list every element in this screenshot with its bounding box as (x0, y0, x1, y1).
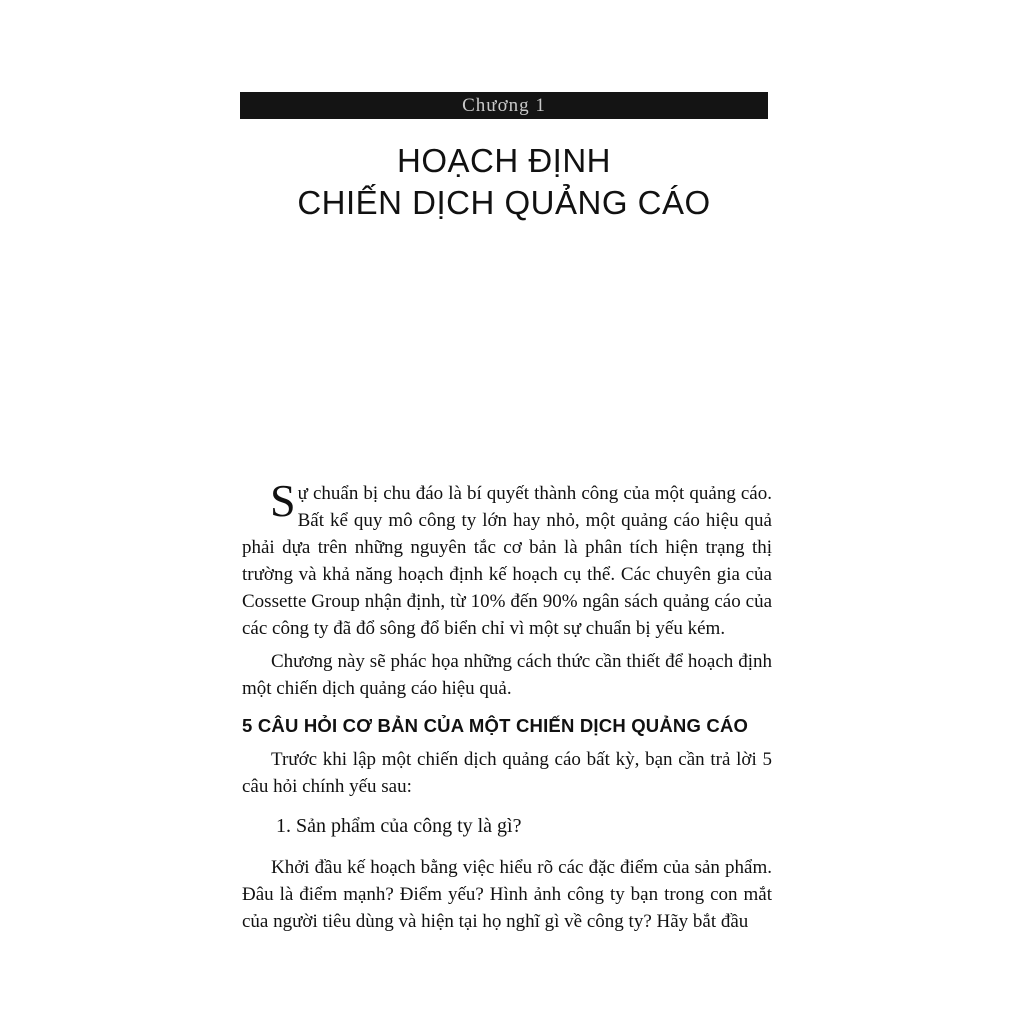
paragraph-intro (242, 475, 772, 642)
paragraph-chapter-overview-text: Chương này sẽ phác họa những cách thức cần thiết để hoạch định một chiến dịch quảng cáo hiệu quả. (242, 651, 772, 699)
paragraph-product (242, 854, 772, 935)
drop-cap: S (270, 475, 296, 526)
chapter-label-bar (240, 92, 768, 119)
paragraph-questions-intro (242, 746, 772, 800)
paragraph-chapter-overview (242, 648, 772, 702)
section-heading: 5 CÂU HỎI CƠ BẢN CỦA MỘT CHIẾN DỊCH QUẢNG CÁO (242, 715, 749, 736)
list-item-question-1: 1. Sản phẩm của công ty là gì? (276, 815, 522, 837)
chapter-title-line-2: CHIẾN DỊCH QUẢNG CÁO (297, 184, 711, 221)
paragraph-intro-text: ự chuẩn bị chu đáo là bí quyết thành công của một quảng cáo. Bất kể quy mô công ty lớn hay nhỏ, một quảng cáo hiệu quả phải dựa trên những nguyên tắc cơ bản là phân tích hiện trạng thị trường và khả năng hoạch định kế hoạch cụ thể. Các chuyên gia của Cossette Group nhận định, từ 10% đến 90% ngân sách quảng cáo của các công ty đã đổ sông đổ biển chỉ vì một sự chuẩn bị yếu kém. (242, 483, 772, 639)
chapter-label: Chương 1 (462, 95, 546, 116)
paragraph-questions-intro-text: Trước khi lập một chiến dịch quảng cáo bất kỳ, bạn cần trả lời 5 câu hỏi chính yếu sau: (242, 749, 772, 797)
chapter-title-line-1: HOẠCH ĐỊNH (396, 142, 611, 179)
chapter-title (240, 140, 768, 224)
paragraph-product-text: Khởi đầu kế hoạch bằng việc hiểu rõ các đặc điểm của sản phẩm. Đâu là điểm mạnh? Điểm yếu? Hình ảnh công ty bạn trong con mắt của người tiêu dùng và hiện tại họ nghĩ gì về công ty? Hãy bắt đầu (242, 857, 772, 932)
